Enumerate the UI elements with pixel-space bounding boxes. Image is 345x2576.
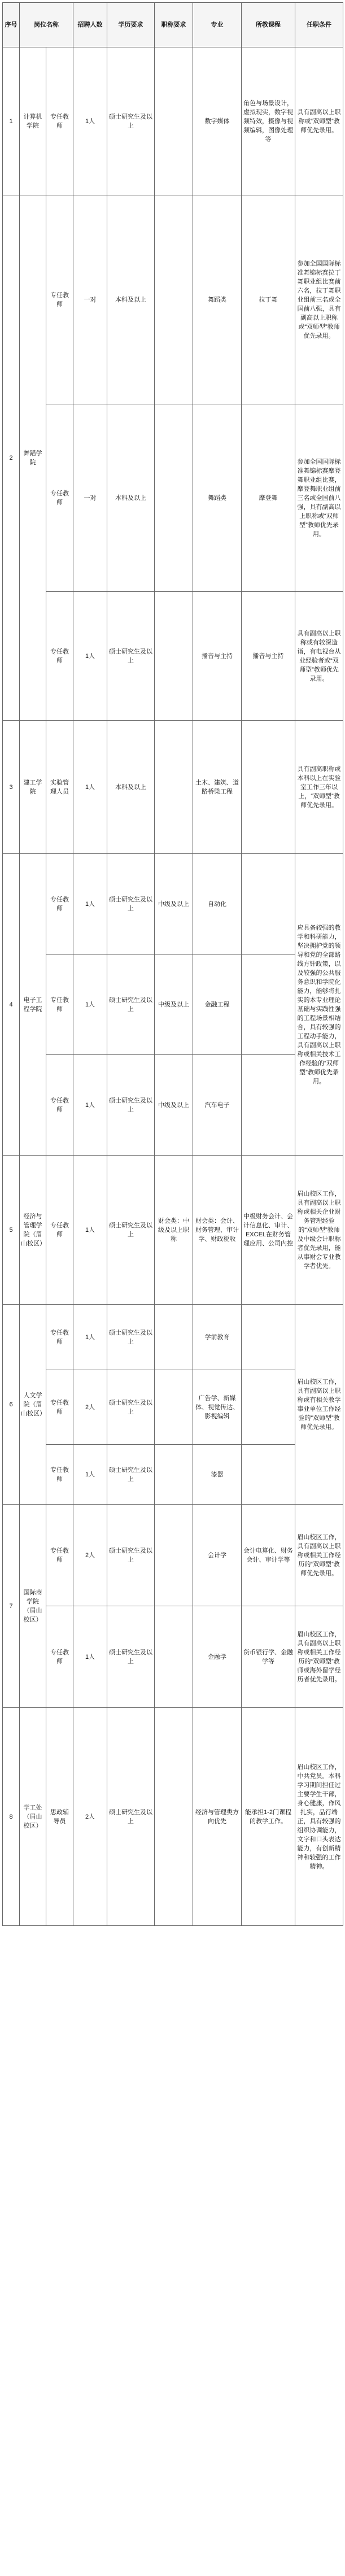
- seq-cell: 5: [3, 1156, 20, 1305]
- position-cell: 专任教师: [46, 1055, 73, 1156]
- course-cell: [242, 1305, 295, 1370]
- major-cell: 经济与管理类方向优先: [193, 1708, 242, 1926]
- course-cell: [242, 854, 295, 954]
- header-count: 招聘人数: [73, 3, 107, 47]
- major-cell: 舞蹈类: [193, 195, 242, 404]
- education-cell: 硕士研究生及以上: [107, 592, 155, 721]
- education-cell: 硕士研究生及以上: [107, 1606, 155, 1708]
- education-cell: 硕士研究生及以上: [107, 1305, 155, 1370]
- title-cell: [155, 1445, 193, 1505]
- position-cell: 专任教师: [46, 1606, 73, 1708]
- course-cell: [242, 954, 295, 1055]
- title-cell: [155, 47, 193, 195]
- title-cell: 中级及以上: [155, 854, 193, 954]
- seq-cell: 2: [3, 195, 20, 721]
- title-cell: [155, 721, 193, 854]
- title-cell: [155, 592, 193, 721]
- count-cell: 1人: [73, 721, 107, 854]
- education-cell: 本科及以上: [107, 195, 155, 404]
- table-row: [3, 721, 343, 854]
- education-cell: 硕士研究生及以上: [107, 1505, 155, 1606]
- title-cell: 中级及以上: [155, 1055, 193, 1156]
- table-row: [3, 1708, 343, 1926]
- education-cell: 硕士研究生及以上: [107, 1708, 155, 1926]
- major-cell: 财会类：会计、财务管理、审计学、财政税收: [193, 1156, 242, 1305]
- table-row: [3, 1370, 343, 1445]
- condition-cell: 具有副高以上职称或有较深造诣，有电视台从业经验者或“双师型”教师优先录用。: [295, 592, 343, 721]
- major-cell: 金融学: [193, 1606, 242, 1708]
- position-cell: 专任教师: [46, 1445, 73, 1505]
- position-cell: 专任教师: [46, 1370, 73, 1445]
- course-cell: [242, 1445, 295, 1505]
- table-body: [3, 47, 343, 1926]
- position-cell: 实验管理人员: [46, 721, 73, 854]
- condition-cell: 应具备较强的教学和科研能力，坚决拥护党的领导和党的全部路线方针政策，以及较强的公共服务意识和学院化能力，能够将扎实的本专业理论基础与实践性强的工程场景相结合，具有较强的工程动手能力，具有副高以上职称或相关技术工作经验的“双师型”教师优先录用。: [295, 854, 343, 1156]
- position-cell: 专任教师: [46, 47, 73, 195]
- education-cell: 硕士研究生及以上: [107, 1156, 155, 1305]
- position-cell: 专任教师: [46, 1505, 73, 1606]
- header-title: 职称要求: [155, 3, 193, 47]
- table-row: [3, 47, 343, 195]
- table-row: [3, 1445, 343, 1505]
- header-seq: 序号: [3, 3, 20, 47]
- college-cell: 舞蹈学院: [20, 195, 46, 721]
- education-cell: 硕士研究生及以上: [107, 954, 155, 1055]
- college-cell: 建工学院: [20, 721, 46, 854]
- education-cell: 硕士研究生及以上: [107, 1370, 155, 1445]
- count-cell: 2人: [73, 1370, 107, 1445]
- position-cell: 专任教师: [46, 954, 73, 1055]
- title-cell: [155, 1305, 193, 1370]
- major-cell: 汽车电子: [193, 1055, 242, 1156]
- header-major: 专业: [193, 3, 242, 47]
- table-row: [3, 592, 343, 721]
- count-cell: 1人: [73, 47, 107, 195]
- title-cell: [155, 404, 193, 592]
- education-cell: 硕士研究生及以上: [107, 1445, 155, 1505]
- course-cell: 摩登舞: [242, 404, 295, 592]
- table-row: [3, 1606, 343, 1708]
- course-cell: 中级财务会计、会计信息化、审计、EXCEL在财务管理应用、公司内控: [242, 1156, 295, 1305]
- course-cell: 播音与主持: [242, 592, 295, 721]
- college-cell: 人文学院（眉山校区）: [20, 1305, 46, 1505]
- major-cell: 自动化: [193, 854, 242, 954]
- title-cell: 中级及以上: [155, 954, 193, 1055]
- major-cell: 学前教育: [193, 1305, 242, 1370]
- course-cell: [242, 721, 295, 854]
- title-cell: 财会类：中级及以上职称: [155, 1156, 193, 1305]
- count-cell: 一对: [73, 195, 107, 404]
- header-education: 学历要求: [107, 3, 155, 47]
- condition-cell: 眉山校区工作，中共党员。本科学习期间担任过主要学生干部，身心健康，作风扎实，品行端正，具有较强的组织协调能力，文字和口头表达能力，有创新精神和较强的工作精神。: [295, 1708, 343, 1926]
- position-cell: 思政辅导员: [46, 1708, 73, 1926]
- table-row: [3, 1055, 343, 1156]
- seq-cell: 6: [3, 1305, 20, 1505]
- title-cell: [155, 195, 193, 404]
- major-cell: 舞蹈类: [193, 404, 242, 592]
- count-cell: 1人: [73, 854, 107, 954]
- count-cell: 2人: [73, 1708, 107, 1926]
- course-cell: 会计电算化、财务会计、审计学等: [242, 1505, 295, 1606]
- major-cell: 漆器: [193, 1445, 242, 1505]
- major-cell: 广告学、新媒体、视觉传达、影视编辑: [193, 1370, 242, 1445]
- header-condition: 任职条件: [295, 3, 343, 47]
- major-cell: 金融工程: [193, 954, 242, 1055]
- education-cell: 硕士研究生及以上: [107, 854, 155, 954]
- recruitment-table: [2, 2, 343, 1926]
- course-cell: [242, 1055, 295, 1156]
- college-cell: 电子工程学院: [20, 854, 46, 1156]
- major-cell: 会计学: [193, 1505, 242, 1606]
- seq-cell: 7: [3, 1505, 20, 1708]
- table-row: [3, 1505, 343, 1606]
- major-cell: 数字媒体: [193, 47, 242, 195]
- position-cell: 专任教师: [46, 1156, 73, 1305]
- condition-cell: 眉山校区工作，具有副高以上职称或相关工作经历的“双师型”教师或海外留学经历者优先录用。: [295, 1606, 343, 1708]
- count-cell: 1人: [73, 1606, 107, 1708]
- education-cell: 本科及以上: [107, 404, 155, 592]
- position-cell: 专任教师: [46, 592, 73, 721]
- title-cell: [155, 1370, 193, 1445]
- seq-cell: 8: [3, 1708, 20, 1926]
- position-cell: 专任教师: [46, 195, 73, 404]
- count-cell: 2人: [73, 1505, 107, 1606]
- major-cell: 土木、建筑、道路桥梁工程: [193, 721, 242, 854]
- title-cell: [155, 1505, 193, 1606]
- count-cell: 1人: [73, 1055, 107, 1156]
- condition-cell: 参加全国国际标准舞锦标赛摩登舞职业组比赛，摩登舞职业组前三名或全国前八强，具有副高以上职称或“双师型”教师优先录用。: [295, 404, 343, 592]
- seq-cell: 4: [3, 854, 20, 1156]
- table-row: [3, 404, 343, 592]
- college-cell: 经济与管理学院（眉山校区）: [20, 1156, 46, 1305]
- college-cell: 学工处（眉山校区）: [20, 1708, 46, 1926]
- condition-cell: 具有副高以上职称或“双师型”教师优先录用。: [295, 47, 343, 195]
- education-cell: 本科及以上: [107, 721, 155, 854]
- condition-cell: 眉山校区工作，具有副高以上职称或相关工作经历的“双师型”教师优先录用。: [295, 1505, 343, 1606]
- course-cell: 拉丁舞: [242, 195, 295, 404]
- course-cell: [242, 1370, 295, 1445]
- header-course: 所教课程: [242, 3, 295, 47]
- count-cell: 1人: [73, 954, 107, 1055]
- condition-cell: 眉山校区工作，具有副高以上职称或有相关教学事业单位工作经验的“双师型”教师优先录用。: [295, 1305, 343, 1505]
- position-cell: 专任教师: [46, 854, 73, 954]
- count-cell: 一对: [73, 404, 107, 592]
- table-row: [3, 854, 343, 954]
- count-cell: 1人: [73, 592, 107, 721]
- count-cell: 1人: [73, 1156, 107, 1305]
- position-cell: 专任教师: [46, 1305, 73, 1370]
- major-cell: 播音与主持: [193, 592, 242, 721]
- count-cell: 1人: [73, 1445, 107, 1505]
- title-cell: [155, 1606, 193, 1708]
- condition-cell: 参加全国国际标准舞锦标赛拉丁舞职业组比赛前六名，拉丁舞职业组前三名或全国前八强，具有副高以上职称或“双师型”教师优先录用。: [295, 195, 343, 404]
- table-row: [3, 954, 343, 1055]
- condition-cell: 眉山校区工作，具有副高以上职称或相关企业财务管理经验的“双师型”教师及中级会计职称者优先录用，能从事财会专业教学者优先。: [295, 1156, 343, 1305]
- course-cell: 能承担1-2门课程的教学工作。: [242, 1708, 295, 1926]
- title-cell: [155, 1708, 193, 1926]
- college-cell: 国际商学院（眉山校区）: [20, 1505, 46, 1708]
- condition-cell: 具有副高职称或本科以上在实验室工作三年以上，“双师型”教师优先录用。: [295, 721, 343, 854]
- table-header-row: [3, 3, 343, 47]
- education-cell: 硕士研究生及以上: [107, 47, 155, 195]
- seq-cell: 3: [3, 721, 20, 854]
- header-position: 岗位名称: [20, 3, 73, 47]
- education-cell: 硕士研究生及以上: [107, 1055, 155, 1156]
- table-row: [3, 1305, 343, 1370]
- table-row: [3, 1156, 343, 1305]
- course-cell: 角色与场景设计，虚拟现实，数字视频特效，摄像与视频编辑，图像处理等: [242, 47, 295, 195]
- college-cell: 计算机学院: [20, 47, 46, 195]
- course-cell: 货币银行学、金融学等: [242, 1606, 295, 1708]
- seq-cell: 1: [3, 47, 20, 195]
- table-row: [3, 195, 343, 404]
- position-cell: 专任教师: [46, 404, 73, 592]
- count-cell: 1人: [73, 1305, 107, 1370]
